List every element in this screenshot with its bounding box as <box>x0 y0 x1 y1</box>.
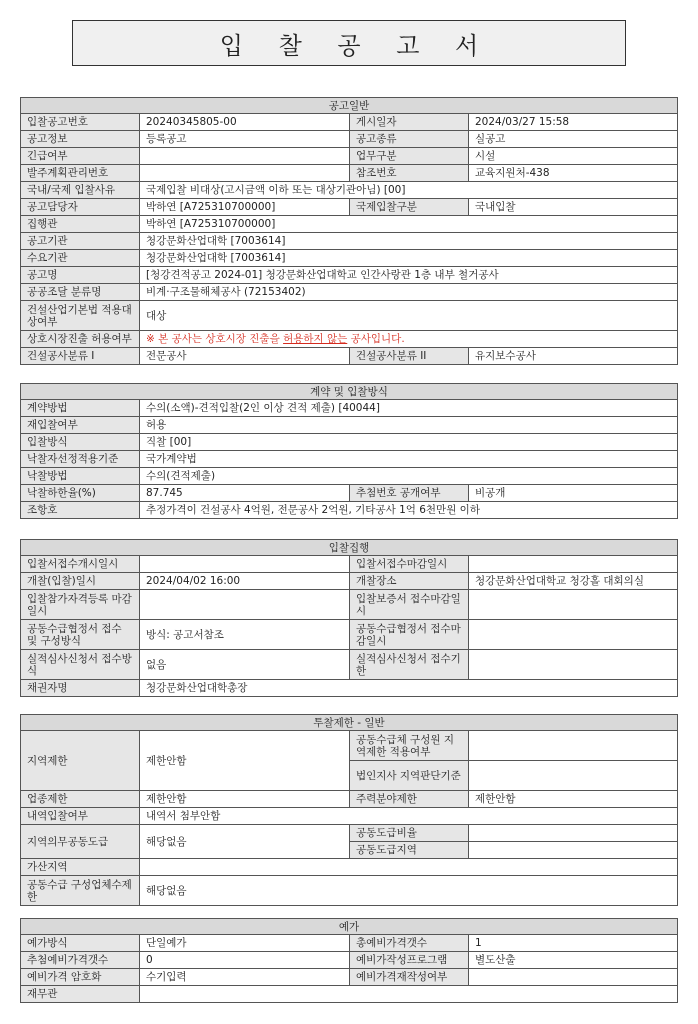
field-label: 입찰서접수마감일시 <box>350 556 469 573</box>
field-label: 낙찰하한율(%) <box>21 485 140 502</box>
selection-criteria: 국가계약법 <box>140 451 678 468</box>
draw-price-count: 0 <box>140 952 350 969</box>
field-label: 공고명 <box>21 267 140 284</box>
field-label: 재무관 <box>21 986 140 1003</box>
field-label: 지역의무공동도급 <box>21 825 140 859</box>
field-label: 업무구분 <box>350 148 469 165</box>
section-header: 공고일반 <box>21 98 678 114</box>
field-label: 건설공사분류 II <box>350 348 469 365</box>
post-date: 2024/03/27 15:58 <box>469 114 678 131</box>
field-label: 계약방법 <box>21 400 140 417</box>
demand-agency: 청강문화산업대학 [7003614] <box>140 250 678 267</box>
notice-agency: 청강문화산업대학 [7003614] <box>140 233 678 250</box>
joint-ratio <box>469 825 678 842</box>
joint-area <box>469 842 678 859</box>
award-method: 수의(견적제출) <box>140 468 678 485</box>
field-label: 실적심사신청서 접수방식 <box>21 650 140 680</box>
bid-start-date <box>140 556 350 573</box>
construction-class-2: 유지보수공사 <box>469 348 678 365</box>
field-label: 건설공사분류 I <box>21 348 140 365</box>
mutual-market-notice <box>140 331 678 348</box>
price-method: 단일예가 <box>140 935 350 952</box>
field-label: 발주계획관리번호 <box>21 165 140 182</box>
regional-joint-contract: 해당없음 <box>140 825 350 859</box>
mutual-notice-text: ※ 본 공사는 상호시장 진출을 <box>146 333 284 345</box>
field-label: 수요기관 <box>21 250 140 267</box>
joint-region-restriction <box>469 731 678 761</box>
document-title: 입 찰 공 고 서 <box>219 31 493 60</box>
field-label: 총예비가격갯수 <box>350 935 469 952</box>
lower-limit-rate: 87.745 <box>140 485 350 502</box>
field-label: 건설산업기본법 적용대상여부 <box>21 301 140 331</box>
joint-agreement-deadline <box>469 620 678 650</box>
urgent-value <box>140 148 350 165</box>
member-limit: 해당없음 <box>140 876 678 906</box>
notice-manager: 박하연 [A725310700000] <box>140 199 350 216</box>
bid-method: 직찰 [00] <box>140 434 678 451</box>
field-label: 추첨번호 공개여부 <box>350 485 469 502</box>
field-label: 낙찰자선정적용기준 <box>21 451 140 468</box>
itemized-bid: 내역서 첨부안함 <box>140 808 678 825</box>
field-label: 공동수급체 구성원 지역제한 적용여부 <box>350 731 469 761</box>
field-label: 내역입찰여부 <box>21 808 140 825</box>
field-label: 공고담당자 <box>21 199 140 216</box>
field-label: 공동수급협정서 접수마감일시 <box>350 620 469 650</box>
mutual-notice-emphasis: 허용하지 않는 <box>283 333 348 345</box>
field-label: 공고정보 <box>21 131 140 148</box>
field-label: 낙찰방법 <box>21 468 140 485</box>
mutual-notice-text: 공사입니다. <box>347 333 405 345</box>
field-label: 예비가격재작성여부 <box>350 969 469 986</box>
field-label: 게시일자 <box>350 114 469 131</box>
creditor-name: 청강문화산업대학총장 <box>140 680 678 697</box>
field-label: 국내/국제 입찰사유 <box>21 182 140 199</box>
document-title-box <box>72 20 626 66</box>
field-label: 가산지역 <box>21 859 140 876</box>
field-label: 조항호 <box>21 502 140 519</box>
field-label: 주력분야제한 <box>350 791 469 808</box>
field-label: 예비가격 암호화 <box>21 969 140 986</box>
field-label: 공공조달 분류명 <box>21 284 140 301</box>
total-price-count: 1 <box>469 935 678 952</box>
field-label: 입찰방식 <box>21 434 140 451</box>
intl-bid-reason: 국제입찰 비대상(고시금액 이하 또는 대상기관아님) [00] <box>140 182 678 199</box>
price-rewrite <box>469 969 678 986</box>
bid-number: 20240345805-00 <box>140 114 350 131</box>
bond-deadline <box>469 590 678 620</box>
field-label: 업종제한 <box>21 791 140 808</box>
field-label: 예비가작성프로그램 <box>350 952 469 969</box>
field-label: 공고기관 <box>21 233 140 250</box>
field-label: 참조번호 <box>350 165 469 182</box>
field-label: 입찰서접수개시일시 <box>21 556 140 573</box>
general-section <box>20 97 678 365</box>
main-field-restriction: 제한안함 <box>469 791 678 808</box>
price-program: 별도산출 <box>469 952 678 969</box>
order-plan-number <box>140 165 350 182</box>
field-label: 국제입찰구분 <box>350 199 469 216</box>
reference-number: 교육지원처-438 <box>469 165 678 182</box>
field-label: 실적심사신청서 접수기한 <box>350 650 469 680</box>
field-label: 예가방식 <box>21 935 140 952</box>
field-label: 개찰(입찰)일시 <box>21 573 140 590</box>
procurement-class: 비계·구조물해체공사 (72153402) <box>140 284 678 301</box>
performance-method: 없음 <box>140 650 350 680</box>
field-label: 집행관 <box>21 216 140 233</box>
field-label: 공동도급지역 <box>350 842 469 859</box>
field-label: 공동수급 구성업체수제한 <box>21 876 140 906</box>
notice-name: [청강견적공고 2024-01] 청강문화산업대학교 인간사랑관 1층 내부 철거공사 <box>140 267 678 284</box>
price-encryption: 수기입력 <box>140 969 350 986</box>
extra-region <box>140 859 678 876</box>
qualification-deadline <box>140 590 350 620</box>
joint-agreement-method: 방식: 공고서참조 <box>140 620 350 650</box>
field-label: 입찰공고번호 <box>21 114 140 131</box>
field-label: 재입찰여부 <box>21 417 140 434</box>
price-section <box>20 918 678 1003</box>
field-label: 공동수급협정서 접수 및 구성방식 <box>21 620 140 650</box>
section-header: 입찰집행 <box>21 540 678 556</box>
section-header: 투찰제한 - 일반 <box>21 715 678 731</box>
region-restriction: 제한안함 <box>140 731 350 791</box>
restriction-section <box>20 714 678 906</box>
industry-restriction: 제한안함 <box>140 791 350 808</box>
field-label: 법인지사 지역판단기준 <box>350 761 469 791</box>
notice-type: 실공고 <box>469 131 678 148</box>
branch-criteria <box>469 761 678 791</box>
execution-section <box>20 539 678 697</box>
field-label: 긴급여부 <box>21 148 140 165</box>
field-label: 입찰참가자격등록 마감일시 <box>21 590 140 620</box>
bid-end-date <box>469 556 678 573</box>
contract-section <box>20 383 678 519</box>
clause-text: 추정가격이 건설공사 4억원, 전문공사 2억원, 기타공사 1억 6천만원 이하 <box>140 502 678 519</box>
rebid-allowed: 허용 <box>140 417 678 434</box>
field-label: 개찰장소 <box>350 573 469 590</box>
lottery-disclosure: 비공개 <box>469 485 678 502</box>
intl-bid-type: 국내입찰 <box>469 199 678 216</box>
field-label: 채권자명 <box>21 680 140 697</box>
field-label: 지역제한 <box>21 731 140 791</box>
field-label: 추첨예비가격갯수 <box>21 952 140 969</box>
field-label: 상호시장진출 허용여부 <box>21 331 140 348</box>
opening-place: 청강문화산업대학교 청강홀 대회의실 <box>469 573 678 590</box>
contract-method: 수의(소액)-견적입찰(2인 이상 견적 제출) [40044] <box>140 400 678 417</box>
field-label: 공고종류 <box>350 131 469 148</box>
notice-info: 등록공고 <box>140 131 350 148</box>
finance-officer <box>140 986 678 1003</box>
business-type: 시설 <box>469 148 678 165</box>
field-label: 공동도급비율 <box>350 825 469 842</box>
opening-date: 2024/04/02 16:00 <box>140 573 350 590</box>
performance-deadline <box>469 650 678 680</box>
field-label: 입찰보증서 접수마감일시 <box>350 590 469 620</box>
section-header: 예가 <box>21 919 678 935</box>
executor: 박하연 [A725310700000] <box>140 216 678 233</box>
construction-law-applicable: 대상 <box>140 301 678 331</box>
section-header: 계약 및 입찰방식 <box>21 384 678 400</box>
construction-class-1: 전문공사 <box>140 348 350 365</box>
